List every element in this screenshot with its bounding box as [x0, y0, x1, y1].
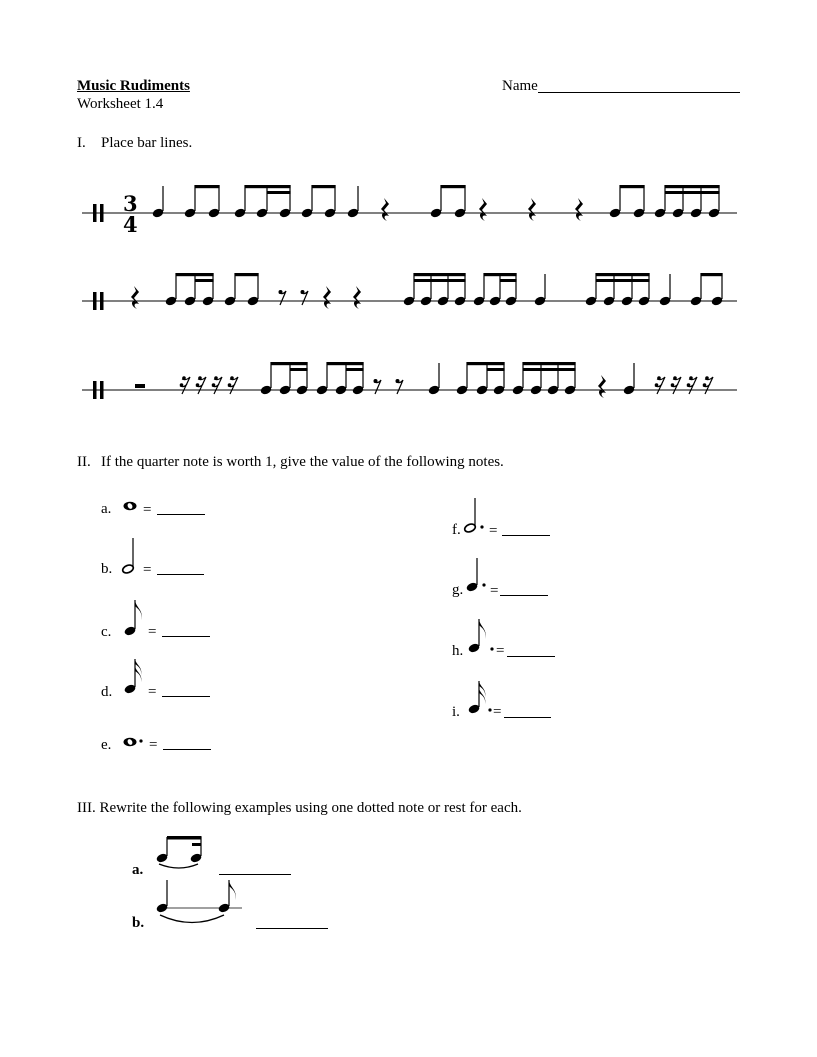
beam: [414, 273, 466, 276]
time-signature-bottom: 4: [123, 212, 138, 237]
beam: [176, 273, 214, 276]
item-e-equals: =: [149, 737, 158, 753]
item-i-label: i.: [452, 704, 460, 720]
dotted-eighth-note-icon: [466, 617, 500, 659]
beam-secondary: [665, 191, 720, 194]
name-label: Name: [502, 78, 538, 94]
item-c-equals: =: [148, 624, 157, 640]
item-a-equals: =: [143, 502, 152, 518]
beam: [327, 362, 364, 365]
worksheet-subtitle: Worksheet 1.4: [77, 96, 164, 112]
half-rest-icon: [135, 384, 145, 388]
item-b-equals: =: [143, 562, 152, 578]
name-field-line[interactable]: [538, 92, 740, 93]
item-h-equals: =: [496, 643, 505, 659]
quarter-rest-icon: [353, 286, 361, 309]
dotted-half-note-icon: [462, 496, 492, 536]
beam: [467, 362, 505, 365]
time-signature-top: 3: [123, 191, 138, 216]
example-a-answer-line[interactable]: [219, 874, 291, 875]
rhythm-staff-2: [0, 258, 817, 328]
dotted-whole-note-icon: [120, 731, 150, 761]
beam: [245, 185, 291, 188]
eighth-rest-icon: [374, 380, 381, 394]
eighth-rest-icon: [301, 291, 308, 305]
beam-secondary: [267, 191, 291, 194]
beam: [701, 273, 723, 276]
quarter-rest-icon: [323, 286, 331, 309]
beam-secondary: [346, 368, 364, 371]
beam-secondary: [487, 368, 505, 371]
beam: [271, 362, 308, 365]
beam: [441, 185, 466, 188]
rhythm-staff-1: [0, 170, 817, 240]
percussion-clef-icon: [93, 204, 97, 222]
section-2-number: II.: [77, 454, 91, 470]
item-f-answer-line[interactable]: [502, 535, 550, 536]
quarter-rest-icon: [131, 286, 139, 309]
section-1-heading: Place bar lines.: [101, 135, 193, 151]
item-d-equals: =: [148, 684, 157, 700]
beam: [235, 273, 259, 276]
item-g-label: g.: [452, 582, 464, 598]
quarter-rest-icon: [575, 198, 583, 221]
item-h-answer-line[interactable]: [507, 656, 555, 657]
tied-quarter-eighth-figure: [150, 878, 250, 926]
worksheet-title: Music Rudiments: [77, 78, 190, 94]
beam-secondary: [500, 279, 517, 282]
beam-secondary: [290, 368, 308, 371]
beam: [665, 185, 720, 188]
item-d-answer-line[interactable]: [162, 696, 210, 697]
quarter-rest-icon: [479, 198, 487, 221]
item-c-answer-line[interactable]: [162, 636, 210, 637]
item-i-answer-line[interactable]: [504, 717, 551, 718]
item-a-answer-line[interactable]: [157, 514, 205, 515]
section-2-heading: If the quarter note is worth 1, give the value of the following notes.: [101, 454, 504, 470]
item-d-label: d.: [101, 684, 113, 700]
beam: [195, 185, 220, 188]
percussion-clef-icon: [93, 292, 97, 310]
section-1-number: I.: [77, 135, 86, 151]
beam-secondary: [414, 279, 466, 282]
item-g-equals: =: [490, 583, 499, 599]
tied-eighth-sixteenth-figure: [150, 832, 210, 872]
item-i-equals: =: [493, 704, 502, 720]
section-3-heading: III. Rewrite the following examples using one dotted note or rest for each.: [77, 800, 522, 816]
example-b-label: b.: [132, 915, 145, 931]
beam: [484, 273, 517, 276]
eighth-rest-icon: [396, 380, 403, 394]
quarter-rest-icon: [528, 198, 536, 221]
beam: [596, 273, 650, 276]
item-f-equals: =: [489, 523, 498, 539]
item-g-answer-line[interactable]: [500, 595, 548, 596]
eighth-rest-icon: [279, 291, 286, 305]
beam: [620, 185, 645, 188]
example-b-answer-line[interactable]: [256, 928, 328, 929]
example-a-label: a.: [132, 862, 144, 878]
beam-secondary: [523, 368, 576, 371]
item-c-label: c.: [101, 624, 112, 640]
item-h-label: h.: [452, 643, 464, 659]
item-e-label: e.: [101, 737, 112, 753]
beam-secondary: [596, 279, 650, 282]
percussion-clef-icon: [93, 381, 97, 399]
quarter-rest-icon: [381, 198, 389, 221]
item-a-label: a.: [101, 501, 112, 517]
beam-secondary: [195, 279, 214, 282]
quarter-rest-icon: [598, 375, 606, 398]
beam: [312, 185, 336, 188]
rhythm-staff-3: [0, 345, 817, 415]
item-b-answer-line[interactable]: [157, 574, 204, 575]
item-b-label: b.: [101, 561, 113, 577]
item-e-answer-line[interactable]: [163, 749, 211, 750]
item-f-label: f.: [452, 522, 461, 538]
beam: [523, 362, 576, 365]
